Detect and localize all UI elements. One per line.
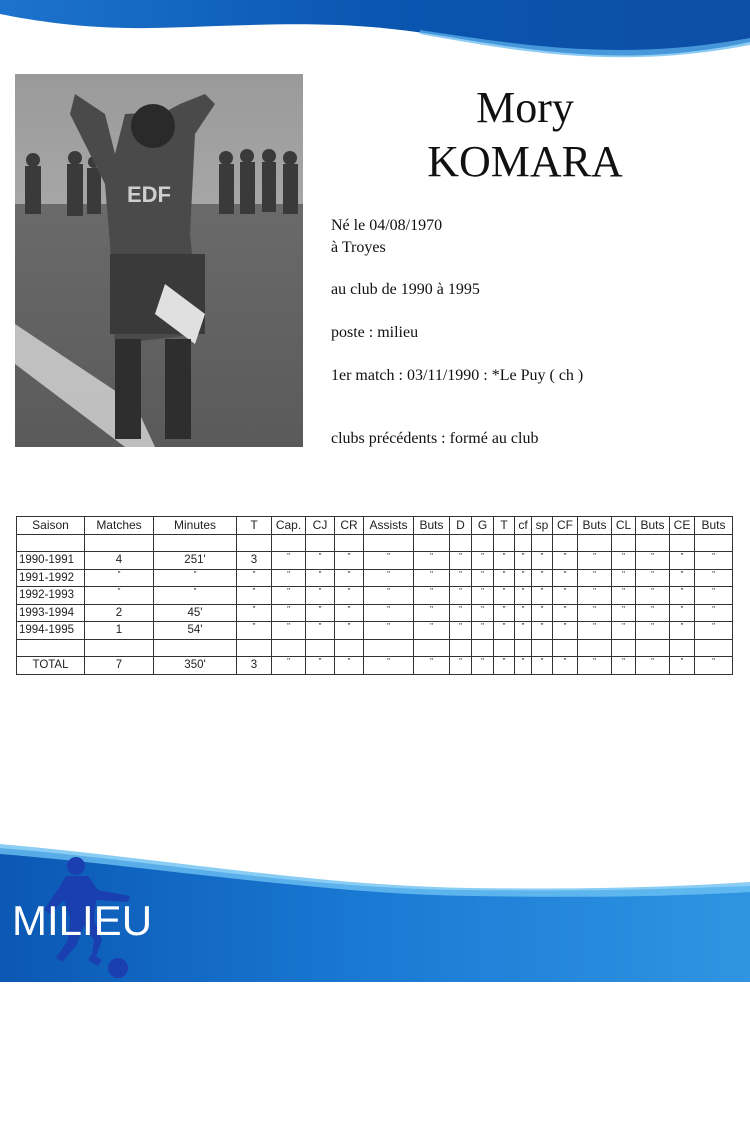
stat-cell	[414, 639, 450, 657]
column-header: Buts	[636, 517, 670, 535]
stat-cell: "	[472, 587, 494, 605]
birth-date: Né le 04/08/1970	[331, 217, 443, 234]
column-header: sp	[532, 517, 553, 535]
stat-cell	[335, 639, 364, 657]
stat-cell: "	[515, 569, 532, 587]
stat-cell: "	[494, 657, 515, 675]
stat-cell: "	[494, 569, 515, 587]
stat-cell: 251'	[154, 552, 237, 570]
stat-cell	[578, 639, 612, 657]
position-label: MILIEU	[12, 897, 153, 944]
column-header: CJ	[306, 517, 335, 535]
stat-cell: "	[272, 604, 306, 622]
stat-cell: "	[553, 587, 578, 605]
season-cell	[17, 534, 85, 552]
stat-cell	[364, 639, 414, 657]
stat-cell: "	[414, 622, 450, 640]
stat-cell	[553, 639, 578, 657]
stat-cell: 54'	[154, 622, 237, 640]
stat-cell: "	[335, 552, 364, 570]
column-header: T	[237, 517, 272, 535]
stats-table	[16, 516, 733, 675]
stat-cell	[695, 639, 733, 657]
stat-cell: "	[154, 587, 237, 605]
column-header: D	[450, 517, 472, 535]
column-header: Buts	[414, 517, 450, 535]
stat-cell: "	[532, 657, 553, 675]
stat-cell: "	[237, 604, 272, 622]
stat-cell: "	[154, 569, 237, 587]
stat-cell	[272, 639, 306, 657]
stat-cell: "	[237, 622, 272, 640]
stat-cell: "	[450, 569, 472, 587]
stat-cell: "	[364, 657, 414, 675]
column-header: Assists	[364, 517, 414, 535]
stat-cell: "	[636, 622, 670, 640]
table-row	[17, 622, 733, 640]
stat-cell	[670, 534, 695, 552]
stat-cell: "	[472, 622, 494, 640]
table-row	[17, 534, 733, 552]
stat-cell	[450, 639, 472, 657]
stat-cell	[612, 534, 636, 552]
stat-cell: 2	[85, 604, 154, 622]
stat-cell: "	[450, 587, 472, 605]
stat-cell	[272, 534, 306, 552]
stat-cell: "	[472, 552, 494, 570]
stat-cell	[532, 534, 553, 552]
stat-cell	[237, 534, 272, 552]
stat-cell: "	[636, 552, 670, 570]
stat-cell: "	[553, 622, 578, 640]
stat-cell: "	[578, 552, 612, 570]
stat-cell: "	[553, 569, 578, 587]
season-cell	[17, 639, 85, 657]
column-header: Minutes	[154, 517, 237, 535]
stat-cell	[670, 639, 695, 657]
season-cell: 1993-1994	[17, 604, 85, 622]
player-position: poste : milieu	[331, 324, 419, 341]
stat-cell: "	[306, 552, 335, 570]
stat-cell: "	[306, 622, 335, 640]
stat-cell: "	[532, 604, 553, 622]
stat-cell	[85, 534, 154, 552]
stat-cell	[306, 534, 335, 552]
stat-cell	[553, 534, 578, 552]
stat-cell: "	[515, 587, 532, 605]
stat-cell: "	[695, 604, 733, 622]
table-row	[17, 587, 733, 605]
stat-cell: "	[272, 569, 306, 587]
stat-cell: "	[364, 552, 414, 570]
column-header: CE	[670, 517, 695, 535]
stat-cell	[578, 534, 612, 552]
stat-cell: "	[553, 604, 578, 622]
stat-cell: "	[612, 622, 636, 640]
stat-cell	[364, 534, 414, 552]
column-header: Matches	[85, 517, 154, 535]
column-header: Buts	[695, 517, 733, 535]
stat-cell: "	[85, 569, 154, 587]
stat-cell: "	[670, 587, 695, 605]
stat-cell: "	[335, 587, 364, 605]
stat-cell: "	[237, 587, 272, 605]
stat-cell	[154, 534, 237, 552]
stat-cell: "	[532, 552, 553, 570]
stat-cell: 1	[85, 622, 154, 640]
stat-cell: "	[306, 569, 335, 587]
stat-cell: "	[414, 552, 450, 570]
stat-cell: "	[670, 569, 695, 587]
stat-cell: "	[364, 604, 414, 622]
column-header: G	[472, 517, 494, 535]
stat-cell	[515, 534, 532, 552]
stat-cell: "	[612, 657, 636, 675]
table-row	[17, 657, 733, 675]
stat-cell: "	[670, 552, 695, 570]
stat-cell: "	[414, 569, 450, 587]
stat-cell: "	[578, 569, 612, 587]
stat-cell: "	[335, 569, 364, 587]
stat-cell: 3	[237, 657, 272, 675]
stat-cell: "	[272, 587, 306, 605]
column-header: T	[494, 517, 515, 535]
stat-cell: "	[450, 604, 472, 622]
season-cell: TOTAL	[17, 657, 85, 675]
stat-cell: "	[578, 657, 612, 675]
stat-cell	[695, 534, 733, 552]
stat-cell: "	[335, 604, 364, 622]
stat-cell: "	[364, 622, 414, 640]
stat-cell	[414, 534, 450, 552]
stat-cell	[85, 639, 154, 657]
stat-cell: "	[515, 657, 532, 675]
stat-cell: "	[450, 657, 472, 675]
stat-cell	[612, 639, 636, 657]
season-cell: 1991-1992	[17, 569, 85, 587]
column-header: Buts	[578, 517, 612, 535]
birth-place: à Troyes	[331, 239, 386, 256]
stat-cell: "	[612, 587, 636, 605]
stat-cell	[472, 534, 494, 552]
stat-cell	[636, 639, 670, 657]
stat-cell: "	[553, 657, 578, 675]
stat-cell: "	[450, 552, 472, 570]
stat-cell	[494, 534, 515, 552]
stat-cell	[306, 639, 335, 657]
stat-cell: "	[272, 622, 306, 640]
season-cell: 1990-1991	[17, 552, 85, 570]
stat-cell	[515, 639, 532, 657]
svg-text:EDF: EDF	[127, 182, 171, 207]
stat-cell: "	[695, 622, 733, 640]
stat-cell: "	[272, 552, 306, 570]
stat-cell	[494, 639, 515, 657]
column-header: CF	[553, 517, 578, 535]
column-header: CL	[612, 517, 636, 535]
stat-cell	[636, 534, 670, 552]
player-photo	[15, 74, 303, 447]
stat-cell: "	[532, 622, 553, 640]
stat-cell: "	[695, 569, 733, 587]
stat-cell: "	[636, 569, 670, 587]
stat-cell: "	[414, 587, 450, 605]
stat-cell: "	[695, 587, 733, 605]
stat-cell: "	[636, 587, 670, 605]
stat-cell: "	[472, 657, 494, 675]
stat-cell: "	[515, 604, 532, 622]
stat-cell: "	[272, 657, 306, 675]
stat-cell: "	[494, 622, 515, 640]
player-first-name: Mory	[476, 83, 574, 132]
season-cell: 1994-1995	[17, 622, 85, 640]
stat-cell: "	[494, 587, 515, 605]
stat-cell: "	[494, 604, 515, 622]
column-header: CR	[335, 517, 364, 535]
stat-cell: "	[532, 587, 553, 605]
stat-cell: "	[335, 622, 364, 640]
stat-cell: "	[85, 587, 154, 605]
stat-cell: "	[532, 569, 553, 587]
stat-cell: "	[515, 552, 532, 570]
stat-cell: "	[578, 604, 612, 622]
stat-cell: "	[335, 657, 364, 675]
table-row	[17, 604, 733, 622]
stat-cell	[237, 639, 272, 657]
stat-cell: "	[670, 622, 695, 640]
stat-cell: "	[414, 604, 450, 622]
stat-cell: "	[515, 622, 532, 640]
stat-cell	[450, 534, 472, 552]
stat-cell: "	[578, 622, 612, 640]
stat-cell: "	[494, 552, 515, 570]
stat-cell: 350'	[154, 657, 237, 675]
stat-cell	[472, 639, 494, 657]
stat-cell: "	[472, 604, 494, 622]
column-header: Saison	[17, 517, 85, 535]
first-match: 1er match : 03/11/1990 : *Le Puy ( ch )	[331, 367, 584, 384]
stat-cell: "	[306, 587, 335, 605]
stat-cell: "	[636, 657, 670, 675]
previous-clubs: clubs précédents : formé au club	[331, 430, 539, 447]
stat-cell: "	[695, 657, 733, 675]
club-period: au club de 1990 à 1995	[331, 281, 480, 298]
stat-cell: 7	[85, 657, 154, 675]
stat-cell: "	[306, 604, 335, 622]
stat-cell: "	[612, 604, 636, 622]
stat-cell: 3	[237, 552, 272, 570]
top-wave-banner	[0, 0, 750, 70]
stat-cell: "	[612, 552, 636, 570]
stat-cell: "	[578, 587, 612, 605]
stat-cell: 4	[85, 552, 154, 570]
stat-cell: "	[695, 552, 733, 570]
stat-cell: "	[306, 657, 335, 675]
stat-cell: "	[472, 569, 494, 587]
stat-cell: "	[553, 552, 578, 570]
stat-cell: "	[670, 657, 695, 675]
stat-cell: "	[414, 657, 450, 675]
stat-cell: "	[612, 569, 636, 587]
season-cell: 1992-1993	[17, 587, 85, 605]
table-row	[17, 552, 733, 570]
stat-cell: 45'	[154, 604, 237, 622]
stat-cell	[335, 534, 364, 552]
table-row	[17, 639, 733, 657]
stat-cell: "	[450, 622, 472, 640]
stat-cell: "	[636, 604, 670, 622]
column-header: cf	[515, 517, 532, 535]
stat-cell: "	[364, 587, 414, 605]
stat-cell: "	[670, 604, 695, 622]
table-row	[17, 569, 733, 587]
stat-cell: "	[364, 569, 414, 587]
table-header-row	[17, 517, 733, 535]
stat-cell: "	[237, 569, 272, 587]
player-last-name: KOMARA	[427, 137, 623, 186]
stat-cell	[532, 639, 553, 657]
stat-cell	[154, 639, 237, 657]
column-header: Cap.	[272, 517, 306, 535]
